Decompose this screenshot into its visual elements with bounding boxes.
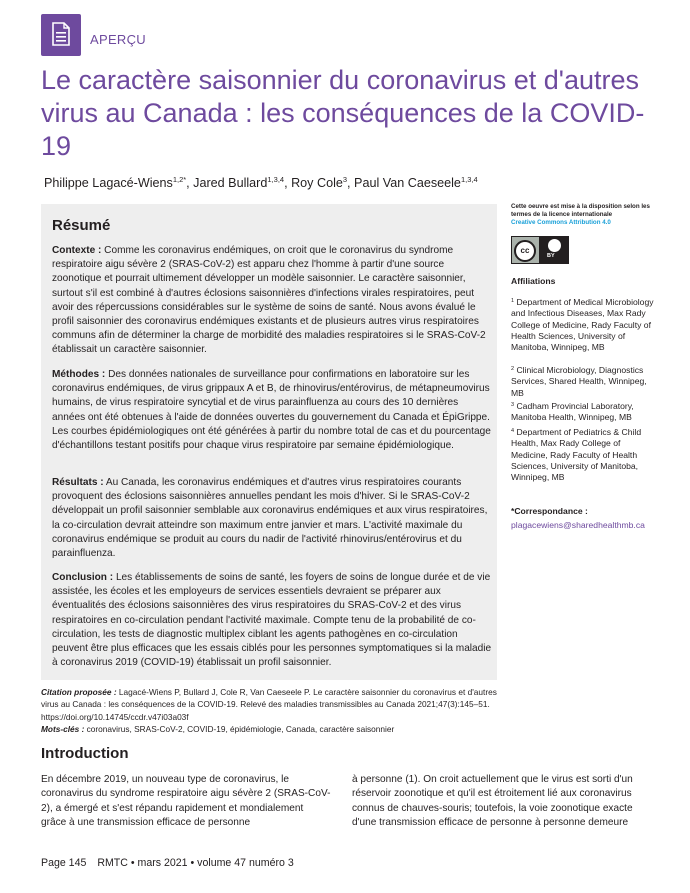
affiliation-item — [511, 296, 659, 353]
document-icon — [41, 14, 81, 56]
author-affiliation-sup: 1,3,4 — [460, 175, 478, 184]
keywords-text: coronavirus, SRAS-CoV-2, COVID-19, épidémiologie, Canada, caractère saisonnier — [86, 724, 395, 735]
author-affiliation-sup: 1,2* — [172, 175, 187, 184]
abstract-conclusion — [52, 571, 492, 670]
affiliation-number: 2 — [511, 366, 515, 372]
affiliation-number: 1 — [511, 298, 515, 304]
methodes-label: Méthodes : — [52, 369, 106, 380]
resultats-text: Au Canada, les coronavirus endémiques et d'autres virus respiratoires courants provoquent des éclosions saisonnières annuelles pendant les mois d'hiver. Si le SRAS-CoV-2 développait un profil saisonnier semblable aux coronavirus endémiques et aux virus respiratoires, la co-circulation devrait atteindre son maximum entre janvier et mars. L'activité maximale du coronavirus endémique se produit au cours du nadir de l'activité rhinovirus/entérovirus et du parainfluenza. — [52, 477, 488, 560]
license-link[interactable]: Creative Commons Attribution 4.0 — [511, 218, 611, 226]
license-text: Cette oeuvre est mise à la disposition selon les termes de la licence internationale — [511, 203, 650, 218]
abstract-title: Résumé — [52, 217, 111, 234]
author-list: Philippe Lagacé-Wiens$^{1,2*}$, Jared Bullard$^{1,3,4}$, Roy Cole$^3$, Paul Van Caeseele$^{1,3,4}$ — [44, 175, 478, 190]
author-affiliation-sup: 1,3,4 — [267, 175, 285, 184]
correspondence-label: *Correspondance : — [511, 506, 588, 516]
author-affiliation-sup: 3 — [342, 175, 348, 184]
abstract-resultats — [52, 476, 492, 561]
introduction-right-column: à personne (1). On croit actuellement que le virus est sorti d'un réservoir zoonotique et qu'il est étroitement lié aux coronavirus connus de chauves-souris; toutefois, la voie zoonotique exacte d'une transmission efficace de personne à personne demeure — [352, 774, 633, 828]
contexte-label: Contexte : — [52, 245, 102, 256]
author-name: Paul Van Caeseele — [354, 176, 461, 190]
introduction-heading: Introduction — [41, 745, 129, 762]
citation-text: Lagacé-Wiens P, Bullard J, Cole R, Van Caeseele P. Le caractère saisonnier du coronavirus et d'autres virus au Canada : les conséquences de la COVID-19. Relevé des maladies transmissibles au Canada 2021;47(3):145–51. https://doi.org/10.14745/ccdr.v47i03a03f — [41, 687, 497, 722]
conclusion-text: Les établissements de soins de santé, les foyers de soins de longue durée et de vie assistée, les écoles et les employeurs de services essentiels devraient se préparer aux éventualités des éclosions saisonnières des virus respiratoires du SRAS-CoV-2 et des virus respiratoires en co-circulation pendant l'activité maximale. Compte tenu de la probabilité de co-circulation, les tests de diagnostic multiplex ciblant les agents pathogènes en co-circulation peuvent être plus efficaces que les essais ciblés pour les personnes symptomatiques si la maladie à coronavirus 2019 (COVID-19) établissait un profil saisonnier. — [52, 572, 492, 669]
person-icon — [548, 239, 561, 252]
methodes-text: Des données nationales de surveillance pour confirmations en laboratoire sur les coronavirus endémiques, de virus grippaux A et B, de rhinovirus/entérovirus, de métapneumovirus humains, de virus respiratoire syncytial et de virus parainfluenza au cours des 10 dernières années ont été obtenues à l'aide de données ouvertes du gouvernement du Canada et ÉpiGrippe. Les courbes épidémiologiques ont été générées à partir du nombre total de cas et du pourcentage d'échantillons testant positifs pour chaque virus respiratoire par semaine épidémiologique. — [52, 369, 491, 452]
correspondence-email-link[interactable]: plagacewiens@sharedhealthmb.ca — [511, 520, 645, 530]
license-notice — [511, 203, 661, 226]
resultats-label: Résultats : — [52, 477, 104, 488]
citation-label: Citation proposée : — [41, 687, 117, 697]
page-number: Page 145 — [41, 857, 87, 869]
affiliation-text: Department of Medical Microbiology and Infectious Diseases, Max Rady College of Medicine, Rady Faculty of Health Sciences, University of Manitoba, Winnipeg, MB — [511, 297, 654, 353]
abstract-contexte — [52, 244, 492, 358]
author-name: Jared Bullard — [193, 176, 268, 190]
affiliation-item — [511, 364, 659, 399]
affiliation-text: Department of Pediatrics & Child Health, Max Rady College of Medicine, Rady Faculty of Health Sciences, University of Manitoba, Winnipeg, MB — [511, 427, 642, 483]
affiliation-text: Cadham Provincial Laboratory, Manitoba Health, Winnipeg, MB — [511, 401, 634, 423]
keywords-label: Mots-clés : — [41, 724, 85, 735]
by-label: BY — [547, 253, 555, 259]
affiliation-item — [511, 400, 659, 424]
contexte-text: Comme les coronavirus endémiques, on croit que le coronavirus du syndrome respiratoire aigu sévère 2 (SRAS-CoV-2) est apparu chez l'homme à partir d'une source zoonotique et pourrait ultimement développer un modèle saisonnier. Le caractère saisonnier, surtout s'il est combiné à d'autres éclosions saisonnières d'infections virales respiratoires, peut avoir des répercussions considérables sur le système de soins de santé. Nous avons évalué le profil saisonnier des coronavirus endémiques existants et de plusieurs autres virus respiratoires communs afin de déterminer la charge de morbidité des maladies respiratoires si le SRAS-CoV-2 établissait un caractère saisonnier. — [52, 245, 486, 356]
abstract-methodes — [52, 368, 492, 453]
author-name: Philippe Lagacé-Wiens — [44, 176, 173, 190]
conclusion-label: Conclusion : — [52, 572, 114, 583]
article-title: Le caractère saisonnier du coronavirus et d'autres virus au Canada : les conséquences de la COVID-19 — [41, 65, 645, 161]
affiliations-title: Affiliations — [511, 276, 556, 286]
section-label: APERÇU — [90, 32, 146, 47]
author-name: Roy Cole — [291, 176, 343, 190]
affiliation-item — [511, 426, 659, 483]
affiliation-number: 3 — [511, 402, 515, 408]
citation-block — [41, 686, 501, 736]
introduction-left-column: En décembre 2019, un nouveau type de coronavirus, le coronavirus du syndrome respiratoire aigu sévère 2 (SRAS-CoV-2), a émergé et s'est répandu rapidement et mondialement grâce à une transmission efficace de personne — [41, 774, 331, 828]
page-footer — [41, 857, 302, 869]
journal-info: RMTC • mars 2021 • volume 47 numéro 3 — [97, 857, 294, 869]
affiliation-text: Clinical Microbiology, Diagnostics Services, Shared Health, Winnipeg, MB — [511, 365, 647, 398]
cc-by-badge[interactable] — [511, 236, 569, 264]
cc-icon: cc — [514, 240, 536, 262]
affiliation-number: 4 — [511, 428, 515, 434]
